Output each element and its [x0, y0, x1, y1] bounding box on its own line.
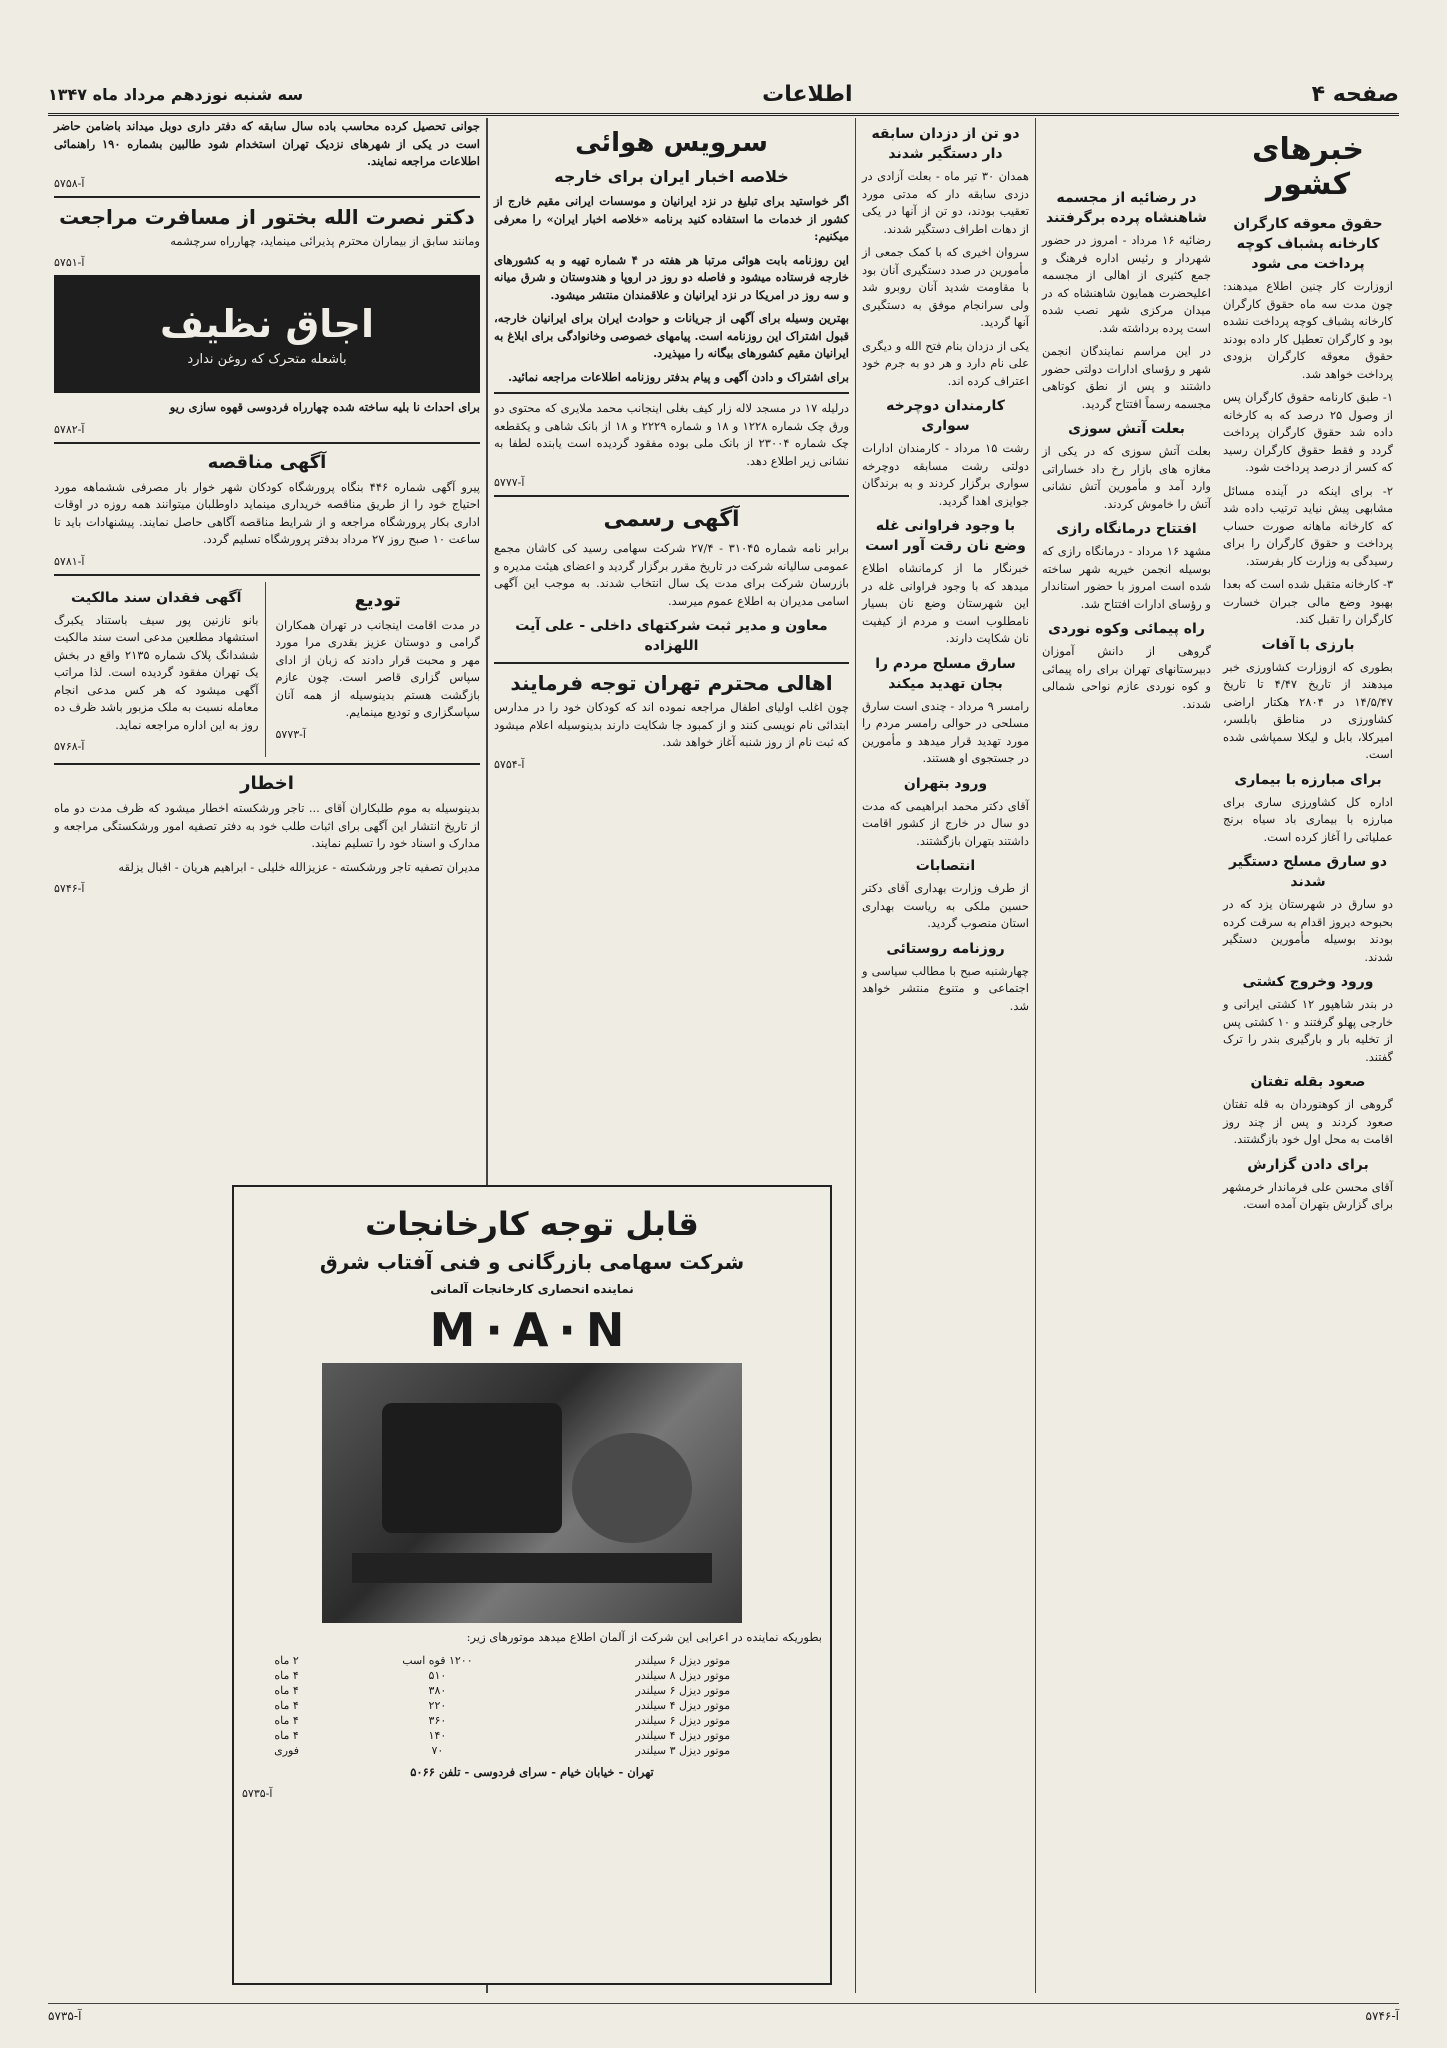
- article-text: در بندر شاهپور ۱۲ کشتی ایرانی و خارجی پهلو گرفتند و ۱۰ کشتی پس از تخلیه بار و بارگیری بندر را ترک گفتند.: [1223, 997, 1394, 1064]
- divider: [54, 442, 480, 444]
- paper-name: اطلاعات: [762, 81, 853, 107]
- article-text: این روزنامه بابت هوائی مرتبا هر هفته در ۴ شماره تهیه و به کشورهای خارجه فرستاده میشود و فاصله دو روز در اروپا و هندوستان و شرق میانه و سه روز در امریکا در نزد ایرانیان و علاقمندان منتشر میشود.: [494, 252, 849, 302]
- ad-man-company: شرکت سهامی بازرگانی و فنی آفتاب شرق: [319, 1250, 745, 1274]
- ad-stove-banner: [54, 275, 480, 393]
- headline-farewell: تودیع: [354, 589, 401, 611]
- article-text: سروان اخیری که با کمک جمعی از مأمورین در صدد دستگیری آنان بود با مقاومت شدید آنان روبرو شد ولی سرانجام موفق به دستگیری آنها گردید.: [862, 245, 1029, 329]
- article-text: بطوری که ازوزارت کشاورزی خبر میدهند از تاریخ ۴/۴۷ تا تاریخ ۱۴/۵/۴۷ در ۲۸۰۴ هکتار اراضی کشاورزی در مناطق بابلسر، امیرکلا، بابل و لیکلا سمپاشی شده است.: [1223, 659, 1393, 761]
- article-text: ۲- برای اینکه در آینده مسائل مشابهی پیش نیاید ترتیب داده شد که کارخانه ماهانه صورت حساب پرداخت و حقوق کارگران را برای رسیدگی به وزارت کار بفرستد.: [1223, 483, 1393, 568]
- article-text: مدیران تصفیه تاجر ورشکسته - عزیزالله خلیلی - ابراهیم هریان - اقبال یزلقه: [118, 859, 480, 874]
- ad-code: آ-۵۷۸۱: [54, 554, 85, 568]
- article-text: گروهی از دانش آموزان دبیرستانهای تهران برای راه پیمائی و کوه نوردی عازم نواحی شمالی شدند.: [1042, 644, 1211, 711]
- footer-code-left: آ-۵۷۴۶: [1365, 2009, 1399, 2023]
- article-text: بهترین وسیله برای آگهی از جریانات و حوادث ایران برای ایرانیان خارجه، قبول اشتراک این روزنامه است. پیامهای خصوصی وخانوادگی برای ابلاغ به ایرانیان مقیم کشورهای بیگانه را میپذیرد.: [494, 311, 849, 360]
- headline-air-service: سرویس هوائی: [575, 128, 768, 158]
- article-text: ومانند سابق از بیماران محترم پذیرائی مینماید، چهارراه سرچشمه: [170, 233, 480, 248]
- man-logo: M·A·N: [429, 1303, 635, 1357]
- article-text: ازوزارت کار چنین اطلاع میدهند: چون مدت سه ماه حقوق کارگران کارخانه پشباف کوچه پرداخت نشده بود و کارگران تعطیل کار داده بودند حقوق معوقه کارگران بزودی پرداخت خواهد شد.: [1223, 279, 1393, 381]
- engine-cell: موتور دیزل ۸ سیلندر: [635, 1668, 731, 1682]
- article-text: رشت ۱۵ مرداد - کارمندان ادارات دولتی رشت مسابقه دوچرخه سواری برگزار کردند و به برندگان جوایزی اهدا گردید.: [862, 441, 1029, 508]
- masthead: [48, 75, 1399, 116]
- divider: [54, 574, 480, 576]
- headline: بارزی با آفات: [1261, 636, 1355, 653]
- ad-lost-wallet: درلیله ۱۷ در مسجد لاله زار کیف بغلی اینجانب محمد ملایری که محتوی دو ورق چک شماره ۱۲۲۸ و ۱۸ و شماره ۲۲۲۹ و ۱۸ از بانک شاهی و یکقطعه چک شماره ۲۳۰۰۴ از بانک ملی بوده مفقود گردیده است یابنده لطفا به نشانی زیر اطلاع دهد.: [494, 401, 850, 468]
- headline: کارمندان دوچرخه سواری: [886, 398, 1005, 434]
- headline: برای مبارزه با بیماری: [1234, 771, 1382, 788]
- engine-cell: ۴ ماه: [274, 1683, 299, 1697]
- headline: دو تن از دزدان سابقه دار دستگیر شدند: [871, 126, 1020, 162]
- article-text: خبرنگار ما از کرمانشاه اطلاع میدهد که با وجود فراوانی غله در این شهرستان وضع نان بسیار نامطلوب است و مردم از کیفیت نان شکایت دارند.: [862, 561, 1029, 645]
- headline-doctor: دکتر نصرت الله بختور از مسافرت مراجعت: [59, 204, 475, 229]
- headline: دو سارق مسلح دستگیر شدند: [1228, 854, 1388, 890]
- headline-official: آگهی رسمی: [603, 507, 740, 532]
- engine-row: [242, 1743, 822, 1758]
- divider: [494, 662, 849, 664]
- headline-warning: اخطار: [240, 773, 294, 794]
- column-country-news: [1217, 118, 1399, 1993]
- headline-notice: اهالی محترم تهران توجه فرمایند: [510, 671, 833, 695]
- engine-cell: ۲۲۰: [428, 1698, 447, 1712]
- article-text: اداره کل کشاورزی ساری برای مبارزه با بیماری باد سیاه برنج عملیاتی را آغاز کرده است.: [1223, 794, 1393, 844]
- engine-cell: ۳۸۰: [428, 1683, 447, 1697]
- headline: انتصابات: [915, 858, 976, 874]
- divider: [54, 763, 480, 765]
- article-text: بعلت آتش سوزی که در یکی از مغازه های بازار رخ داد خساراتی وارد آمد و مأمورین آتش نشانی آتش را خاموش کردند.: [1042, 444, 1211, 511]
- ad-code: آ-۵۷۷۷: [494, 476, 525, 489]
- lost-deed-block: [54, 582, 266, 758]
- article-text: اگر خواستید برای تبلیغ در نزد ایرانیان و موسسات ایرانی مقیم خارج از کشور از خدمات ما استفاده کنید برنامه «خلاصه اخبار ایران» را معرفی میکنیم:: [494, 194, 849, 243]
- engine-row: [242, 1668, 822, 1683]
- flywheel: [572, 1433, 692, 1543]
- engine-table: [242, 1653, 822, 1758]
- article-text: برای احداث نا بلیه ساخته شده چهارراه فردوسی قهوه سازی ریو: [169, 400, 480, 414]
- article-text: پیرو آگهی شماره ۴۴۶ بنگاه پرورشگاه کودکان شهر خوار بار مصرفی ششماهه مورد احتیاج خود را از طریق مناقصه خریداری مینماید داوطلبان میتوانند همه روزه در اوقات اداری بکار پرورشگاه مراجعه و از شرایط مناقصه آگاهی حاصل نمایند. پیشنهادات باید تا ساعت ۱۰ صبح روز ۲۷ مرداد بدفتر پرورشگاه تسلیم گردد.: [54, 479, 480, 546]
- headline: حقوق معوقه کارگران کارخانه پشباف کوچه پرداخت می شود: [1233, 216, 1383, 272]
- farewell-block: [276, 582, 481, 758]
- headline: سارق مسلح مردم را بجان تهدید میکند: [875, 655, 1016, 692]
- article-text: در این مراسم نمایندگان انجمن شهر و رؤسای ادارات دولتی حضور داشتند و پس از نطق کوتاهی مجسمه رسماً افتتاح گردید.: [1042, 344, 1211, 411]
- engine-cell: فوری: [274, 1743, 299, 1757]
- engine-cell: موتور دیزل ۶ سیلندر: [635, 1713, 731, 1727]
- divider: [54, 196, 480, 198]
- headline: ورود وخروج کشتی: [1242, 974, 1374, 990]
- engine-cell: موتور دیزل ۴ سیلندر: [635, 1728, 731, 1742]
- issue-date: سه شنبه نوزدهم مرداد ماه ۱۳۴۷: [48, 84, 304, 104]
- engine-cell: ۴ ماه: [274, 1668, 299, 1682]
- engine-cell: ۷۰: [431, 1743, 444, 1757]
- headline: روزنامه روستائی: [886, 940, 1005, 957]
- article-text: چون اغلب اولیای اطفال مراجعه نموده اند که کودکان خود را در مدارس ابتدائی نام نویسی کنند و از کمبود جا شکایت دارند بدینوسیله اعلام میشود که ثبت نام از روز شنبه آغاز خواهد شد.: [494, 700, 849, 749]
- engine-row: [242, 1713, 822, 1728]
- classified-ad: جوانی تحصیل کرده محاسب باده سال سابقه که دفتر داری دوبل میداند باضامن حاضر است در یکی از شهرهای نزدیک تهران استخدام شود طالبین بشماره ۱۹۰ راهنمائی اطلاعات مراجعه نمایند.: [54, 119, 480, 168]
- article-text: رضائیه ۱۶ مرداد - امروز در حضور شهردار و رئیس اداره فرهنگ و جمع کثیری از اهالی از مجسمه اعلیحضرت همایون شاهنشاه که در میدان مرکزی شهر نصب شده است پرده برداشته شد.: [1042, 233, 1211, 335]
- ad-code: آ-۵۷۸۲: [54, 422, 85, 436]
- engine-cell: ۳۶۰: [428, 1713, 447, 1727]
- footer-code-center: آ-۵۷۳۵: [48, 2009, 82, 2023]
- signature: معاون و مدیر ثبت شرکتهای داخلی - علی آیت اللهزاده: [515, 618, 828, 654]
- engine-cell: موتور دیزل ۳ سیلندر: [635, 1743, 731, 1757]
- engine-photo: [322, 1363, 742, 1623]
- article-text: ۳- کارخانه متقبل شده است که بعدا بهبود وضع مالی جبران خسارت کارگران را تقبل کند.: [1223, 577, 1393, 626]
- headline: راه پیمائی وکوه نوردی: [1048, 621, 1205, 637]
- page-number: صفحه ۴: [1311, 81, 1399, 107]
- article-text: آقای محسن علی فرماندار خرمشهر برای گزارش بتهران آمده است.: [1223, 1179, 1393, 1211]
- engine-row: [242, 1653, 822, 1668]
- engine-row: [242, 1683, 822, 1698]
- page-footer: [48, 2003, 1399, 2028]
- divider: [494, 392, 849, 394]
- section-title: خبرهای کشور: [1251, 132, 1365, 202]
- headline: افتتاح درمانگاه رازی: [1056, 521, 1197, 537]
- ad-code: آ-۵۷۶۸: [54, 740, 85, 753]
- article-text: بانو نازنین پور سیف باستناد یکبرگ استشهاد مطلعین مدعی است سند مالکیت ششدانگ پلاک شماره ۲۱۳۵ واقع در بخش یک تهران مفقود گردیده است. لذا مراتب آگهی میشود که هر کس مدعی انجام معامله نسبت به ملک مزبور باشد ظرف ده روز به این اداره مراجعه نماید.: [54, 612, 259, 732]
- article-text: در مدت اقامت اینجانب در تهران همکاران گرامی و دوستان عزیز بقدری مرا مورد مهر و محبت قرار دادند که زبان از ادای سپاس گزاری قاصر است. چون عازم بازگشت هستم بدینوسیله از همه آنان سپاسگزاری و تودیع مینمایم.: [275, 617, 480, 719]
- ad-stove-subtitle: باشعله متحرک که روغن ندارد: [187, 351, 347, 367]
- engine-cell: ۱۲۰۰ قوه اسب: [402, 1653, 473, 1667]
- article-text: گروهی از کوهنوردان به قله تفتان صعود کردند و پس از چند روز اقامت به محل اول خود بازگشتند.: [1223, 1097, 1393, 1146]
- engine-cell: ۲ ماه: [274, 1653, 299, 1667]
- article-text: بدینوسیله به موم طلبکاران آقای ... تاجر ورشکسته اخطار میشود که ظرف مدت دو ماه از تاریخ انتشار این آگهی برای اثبات طلب خود به دفتر تصفیه امور ورشکستگی مراجعه و مدارک و اسناد خود را تسلیم نمایند.: [54, 801, 480, 850]
- engine-cell: موتور دیزل ۶ سیلندر: [635, 1683, 731, 1697]
- engine-cell: ۴ ماه: [274, 1698, 299, 1712]
- engine-cell: ۱۴۰: [428, 1728, 447, 1742]
- engine-cell: ۵۱۰: [428, 1668, 447, 1682]
- engine-base: [352, 1553, 712, 1583]
- article-text: رامسر ۹ مرداد - چندی است سارق مسلحی در حوالی رامسر مردم را مورد تهدید قرار میدهد و مأمورین در جستجوی او هستند.: [862, 698, 1029, 765]
- article-text: برابر نامه شماره ۳۱۰۴۵ - ۲۷/۴ شرکت سهامی رسید کی کاشان مجمع عمومی سالیانه شرکت در تاریخ مقرر برگزار گردید و اعضای هیئت مدیره و بازرسان شرکت برای مدت یک سال انتخاب شدند. به موجب این آگهی اسامی مدیران به اطلاع عموم میرسد.: [494, 541, 849, 608]
- ad-code: آ-۵۷۷۳: [275, 727, 306, 741]
- ad-code: آ-۵۷۵۴: [494, 757, 525, 771]
- ad-man-address: تهران - خیابان خیام - سرای فردوسی - تلفن ۵۰۶۶: [410, 1764, 654, 1779]
- headline: ورود بتهران: [903, 775, 988, 792]
- ad-man-engines: [232, 1185, 832, 1985]
- ad-code: آ-۵۷۳۵: [242, 1787, 273, 1800]
- column-3: [855, 118, 1035, 1993]
- two-col-ads: [54, 582, 480, 758]
- headline: بعلت آتش سوزی: [1068, 421, 1185, 437]
- headline: در رضائیه از مجسمه شاهنشاه پرده برگرفتند: [1046, 190, 1207, 226]
- article-text: برای اشتراک و دادن آگهی و پیام بدفتر روزنامه اطلاعات مراجعه نمائید.: [508, 369, 849, 384]
- article-text: از طرف وزارت بهداری آقای دکتر حسین ملکی به ریاست بهداری استان منصوب گردید.: [862, 881, 1029, 930]
- ad-man-intro: بطوریکه نماینده در اعرابی این شرکت از آلمان اطلاع میدهد موتورهای زیر:: [466, 1630, 822, 1644]
- engine-row: [242, 1728, 822, 1743]
- headline-lost-deed: آگهی فقدان سند مالکیت: [71, 589, 242, 606]
- article-text: مشهد ۱۶ مرداد - درمانگاه رازی که بوسیله انجمن خیریه شهر ساخته شده است امروز با حضور استاندار و رؤسای ادارات افتتاح شد.: [1042, 544, 1211, 611]
- engine-cell: موتور دیزل ۴ سیلندر: [635, 1698, 731, 1712]
- subheadline: خلاصه اخبار ایران برای خارجه: [554, 167, 789, 186]
- ad-stove-title: اجاق نظیف: [160, 301, 374, 346]
- article-text: همدان ۳۰ تیر ماه - بعلت آزادی در دزدی سابقه دار که مدتی مورد تعقیب بودند، دو تن از آنها در یکی از دهات اطراف دستگیر شدند.: [862, 169, 1029, 236]
- article-text: یکی از دزدان بنام فتح الله و دیگری علی نام دارد و هر دو به جرم خود اعتراف کرده اند.: [862, 338, 1029, 388]
- headline: با وجود فراوانی غله وضع نان رقت آور است: [865, 518, 1026, 554]
- engine-row: [242, 1698, 822, 1713]
- ad-man-subtitle: نماینده انحصاری کارخانجات آلمانی: [430, 1282, 634, 1296]
- engine-cell: ۴ ماه: [274, 1728, 299, 1742]
- ad-code: آ-۵۷۵۱: [54, 256, 85, 269]
- article-text: چهارشنبه صبح با مطالب سیاسی و اجتماعی و متنوع منتشر خواهد شد.: [862, 963, 1029, 1013]
- engine-block: [382, 1403, 562, 1533]
- engine-cell: موتور دیزل ۶ سیلندر: [635, 1653, 731, 1667]
- column-2: [1035, 118, 1217, 1993]
- headline: برای دادن گزارش: [1247, 1156, 1369, 1173]
- divider: [494, 495, 849, 497]
- article-text: آقای دکتر محمد ابراهیمی که مدت دو سال در خارج از کشور اقامت داشتند بتهران بازگشتند.: [862, 798, 1029, 848]
- ad-code: آ-۵۷۵۸: [54, 176, 85, 190]
- article-text: دو سارق در شهرستان یزد که در بحبوحه دیروز اقدام به سرقت کرده بودند بوسیله مأمورین دستگیر شدند.: [1223, 897, 1393, 964]
- headline-tender: آگهی مناقصه: [207, 451, 327, 473]
- engine-cell: ۴ ماه: [274, 1713, 299, 1727]
- headline: صعود بقله تفتان: [1250, 1074, 1366, 1090]
- article-text: ۱- طبق کارنامه حقوق کارگران پس از وصول ۲۵ درصد که به کارخانه داده شد حقوق کارگران پرداخت گردد و فقط حقوق کارگران رسید که کسر از درصد پرداخت شود.: [1223, 390, 1393, 474]
- ad-code: آ-۵۷۴۶: [54, 882, 85, 895]
- ad-man-title: قابل توجه کارخانجات: [365, 1205, 699, 1243]
